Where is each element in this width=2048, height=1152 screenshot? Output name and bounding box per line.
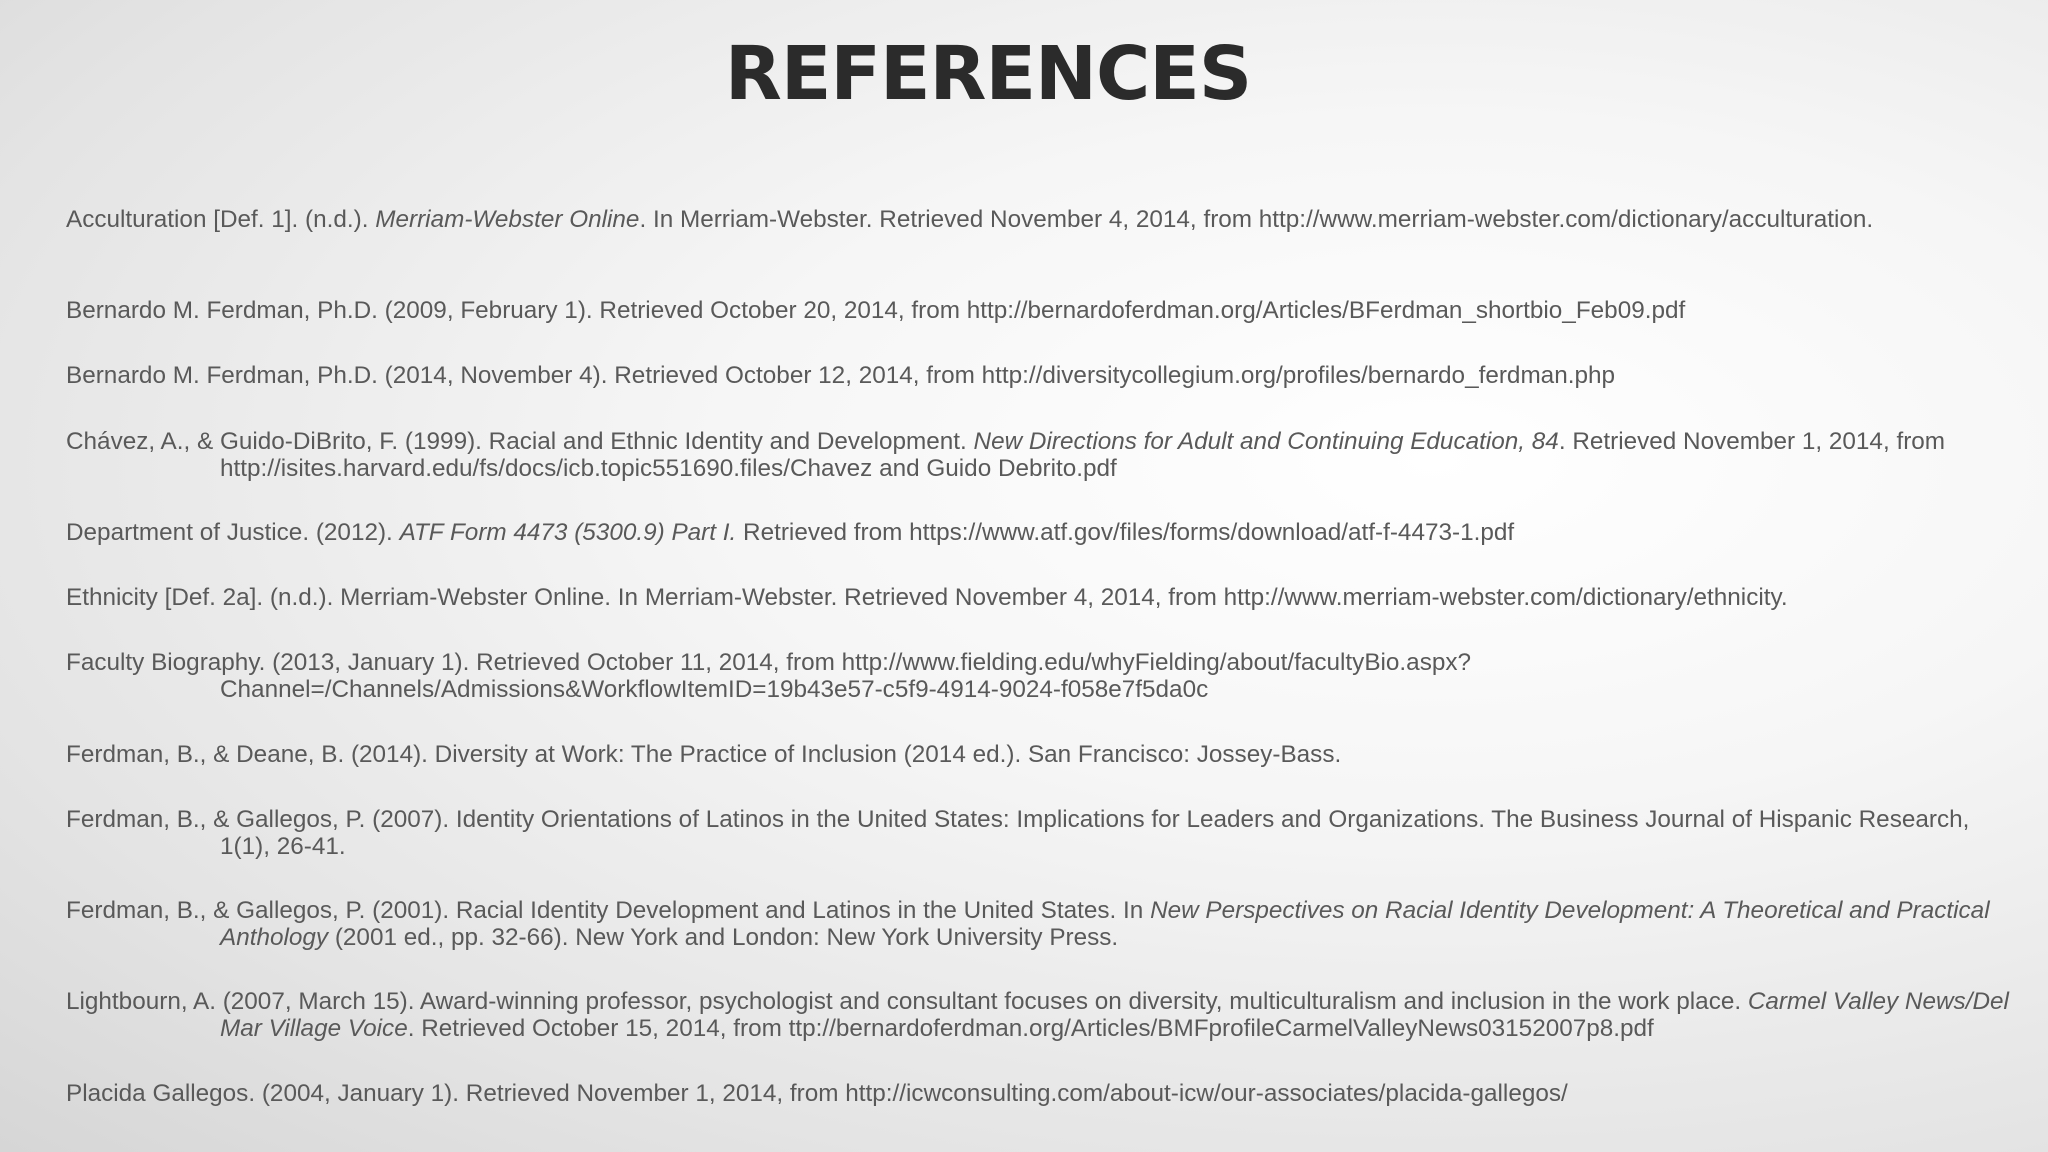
reference-entry: Placida Gallegos. (2004, January 1). Retrieved November 1, 2014, from http://icwconsulting.com/about-icw/our-associates/placida-gallegos/ (66, 1080, 1568, 1108)
reference-entry: Faculty Biography. (2013, January 1). Retrieved October 11, 2014, from http://www.fielding.edu/whyFielding/about/facultyBio.aspx?Channel=/Channels/Admissions&WorkflowItemID=19b43e57-c5f9-4914-9024-f058e7f5da0c (66, 649, 1472, 703)
reference-entry: Acculturation [Def. 1]. (n.d.). Merriam-Webster Online. In Merriam-Webster. Retrieved November 4, 2014, from http://www.merriam-webster.com/dictionary/acculturation. (66, 206, 1874, 234)
reference-entry: Lightbourn, A. (2007, March 15). Award-winning professor, psychologist and consultant focuses on diversity, multiculturalism and inclusion in the work place. Carmel Valley News/Del Mar Village Voice. Retrieved October 15, 2014, from ttp://bernardoferdman.org/Articles/BMFprofileCarmelValleyNews03152007p8.pdf (66, 988, 2009, 1042)
reference-entry: Ferdman, B., & Deane, B. (2014). Diversity at Work: The Practice of Inclusion (2014 ed.). San Francisco: Jossey-Bass. (66, 741, 1342, 769)
reference-entry: Ferdman, B., & Gallegos, P. (2007). Identity Orientations of Latinos in the United States: Implications for Leaders and Organizations. The Business Journal of Hispanic Research, 1(1), 26-41. (66, 806, 1970, 860)
reference-entry: Ethnicity [Def. 2a]. (n.d.). Merriam-Webster Online. In Merriam-Webster. Retrieved November 4, 2014, from http://www.merriam-webster.com/dictionary/ethnicity. (66, 584, 1788, 612)
reference-entry: Ferdman, B., & Gallegos, P. (2001). Racial Identity Development and Latinos in the United States. In New Perspectives on Racial Identity Development: A Theoretical and Practical Anthology (2001 ed., pp. 32-66). New York and London: New York University Press. (66, 897, 1990, 951)
reference-entry: Bernardo M. Ferdman, Ph.D. (2014, November 4). Retrieved October 12, 2014, from http://diversitycollegium.org/profiles/bernardo_ferdman.php (66, 362, 1615, 390)
reference-entry: Department of Justice. (2012). ATF Form 4473 (5300.9) Part I. Retrieved from https://www.atf.gov/files/forms/download/atf-f-4473-1.pdf (66, 519, 1515, 547)
reference-entry: Chávez, A., & Guido-DiBrito, F. (1999). Racial and Ethnic Identity and Development. New Directions for Adult and Continuing Education, 84. Retrieved November 1, 2014, from http://isites.harvard.edu/fs/docs/icb.topic551690.files/Chavez and Guido Debrito.pdf (66, 428, 1946, 482)
reference-entry: Bernardo M. Ferdman, Ph.D. (2009, February 1). Retrieved October 20, 2014, from http://bernardoferdman.org/Articles/BFerdman_shortbio_Feb09.pdf (66, 297, 1686, 325)
slide-title: REFERENCES (724, 31, 1252, 117)
